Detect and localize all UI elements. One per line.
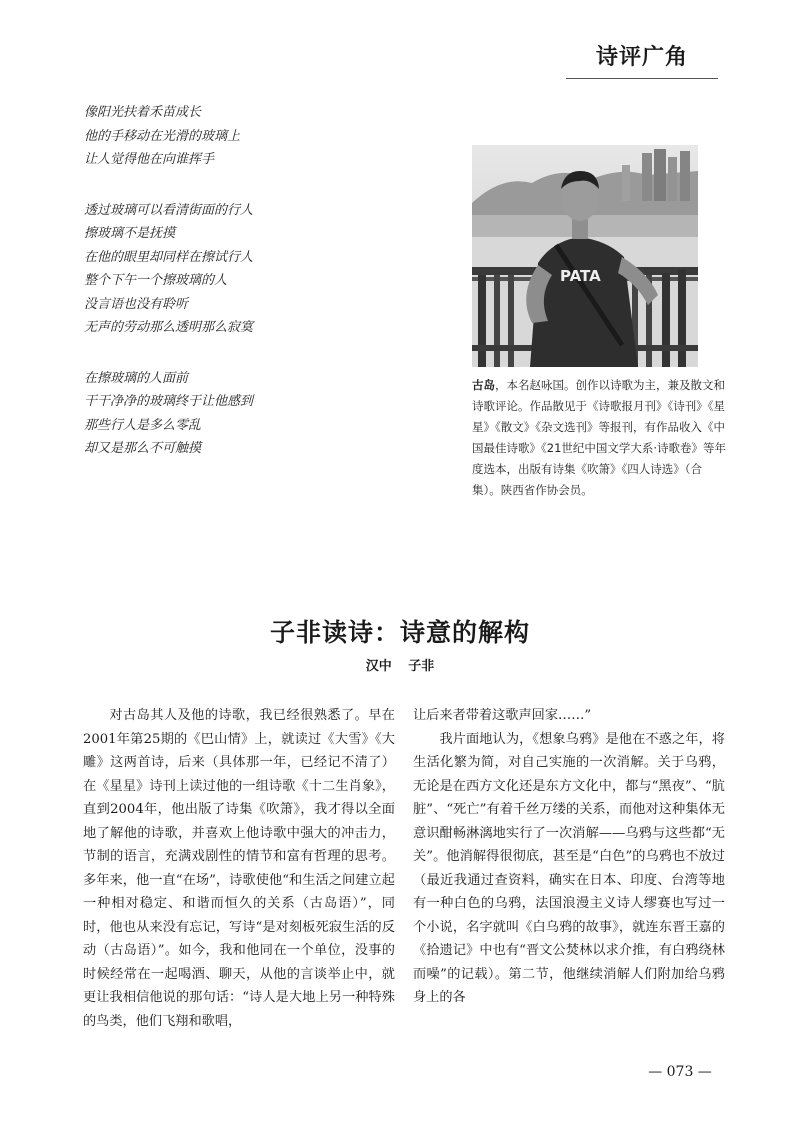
poem-stanza-2 [84, 199, 414, 340]
poem [84, 101, 414, 488]
poem-line: 擦玻璃不是抚摸 [84, 226, 176, 241]
poem-line: 像阳光扶着禾苗成长 [84, 105, 202, 120]
poem-line: 他的手移动在光滑的玻璃上 [84, 128, 241, 144]
shirt-text: PATA [560, 267, 601, 285]
author-photo [472, 145, 698, 367]
article-column-left [83, 704, 395, 1033]
author-photo-illustration [472, 145, 698, 367]
poem-line: 在他的眼里却同样在擦试行人 [84, 249, 254, 265]
article-column-right [413, 704, 725, 1010]
poem-stanza-3 [84, 367, 414, 461]
poem-line: 干干净净的玻璃终于让他感到 [84, 394, 254, 409]
article-paragraph: 让后来者带着这歌声回家……” [413, 708, 592, 723]
section-title-rule [566, 78, 718, 79]
poem-line: 在擦玻璃的人面前 [84, 370, 189, 386]
poem-stanza-1 [84, 101, 414, 172]
bio-text: ，本名赵咏国。创作以诗歌为主，兼及散文和诗歌评论。作品散见于《诗歌报月刊》《诗刊》《星星》《散文》《杂文选刊》等报刊，有作品收入《中国最佳诗歌》《21世纪中国文学大系·诗歌卷》等年度选本，出版有诗集《吹箫》《四人诗选》（合集）。陕西省作协会员。 [472, 378, 727, 497]
article-byline: 汉中 子非 [365, 659, 435, 674]
page-number: — 073 — [648, 1064, 712, 1080]
poem-line: 无声的劳动那么透明那么寂寞 [84, 320, 254, 335]
poem-line: 透过玻璃可以看清街面的行人 [84, 202, 254, 218]
bio-author-name: 古岛 [472, 378, 495, 392]
poem-line: 没言语也没有聆听 [84, 296, 189, 312]
article-paragraph: 我片面地认为，《想象乌鸦》是他在不惑之年，将生活化繁为简，对自己实施的一次消解。关于乌鸦，无论是在西方文化还是东方文化中，都与“黑夜”、“肮脏”、“死亡”有着千丝万缕的关系，而他对这种集体无意识酣畅淋漓地实行了一次消解——乌鸦与这些都“无关”。他消解得很彻底，甚至是“白色”的乌鸦也不放过（最近我通过查资料，确实在日本、印度、台湾等地有一种白色的乌鸦，法国浪漫主义诗人缪赛也写过一个小说，名字就叫《白乌鸦的故事》，就连东晋王嘉的《拾遗记》中也有“晋文公焚林以求介推，有白鸦绕林而噪”的记载）。第二节，他继续消解人们附加给乌鸦身上的各 [413, 731, 725, 1005]
poem-line: 却又是那么不可触摸 [84, 441, 202, 456]
article-paragraph: 对古岛其人及他的诗歌，我已经很熟悉了。早在2001年第25期的《巴山情》上，就读过《大雪》《大雕》这两首诗，后来（具体那一年，已经记不清了）在《星星》诗刊上读过他的一组诗歌《十二生肖象》，直到2004年，他出版了诗集《吹箫》，我才得以全面地了解他的诗歌，并喜欢上他诗歌中强大的冲击力，节制的语言，充满戏剧性的情节和富有哲理的思考。多年来，他一直“在场”，诗歌使他“和生活之间建立起一种相对稳定、和谐而恒久的关系（古岛语）”，同时，他也从来没有忘记，写诗“是对刻板死寂生活的反动（古岛语）”。如今，我和他同在一个单位，没事的时候经常在一起喝酒、聊天，从他的言谈举止中，就更让我相信他说的那句话：“诗人是大地上另一种特殊的鸟类，他们飞翔和歌唱， [83, 708, 395, 1029]
author-bio [472, 375, 730, 501]
poem-line: 那些行人是多么零乱 [84, 417, 202, 433]
poem-line: 让人觉得他在向谁挥手 [84, 152, 215, 167]
article-title: 子非读诗：诗意的解构 [269, 618, 530, 647]
section-title: 诗评广角 [595, 45, 688, 70]
poem-line: 整个下午一个擦玻璃的人 [84, 273, 228, 288]
